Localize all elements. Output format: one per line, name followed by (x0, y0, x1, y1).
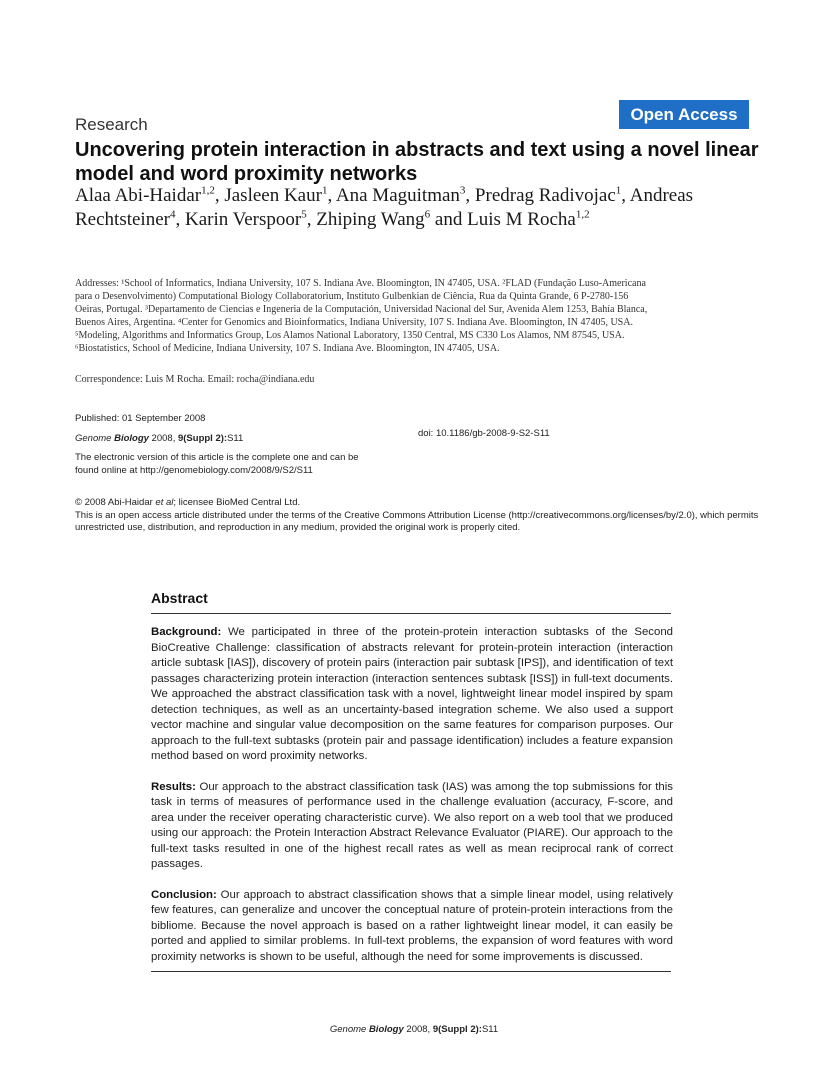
author-name: Alaa Abi-Haidar (75, 185, 202, 206)
published-date: Published: 01 September 2008 (75, 413, 206, 424)
online-version-line: The electronic version of this article is the complete one and can be (75, 452, 359, 463)
author-name: Karin Verspoor (184, 209, 302, 230)
footer-journal: Genome (329, 1024, 367, 1035)
footer-article: S11 (481, 1024, 499, 1035)
citation-journal-bold-text: Biology (114, 432, 149, 444)
author-affiliation: 3 (459, 184, 466, 197)
affiliations (75, 277, 755, 355)
section-label: Research (75, 115, 148, 134)
license-block (75, 497, 760, 535)
doi: doi: 10.1186/gb-2008-9-S2-S11 (418, 428, 550, 439)
affiliation-line: Oeiras, Portugal. ³Departamento de Ciencias e Ingeneria de la Computación, Universidad Nacional del Sur, Avenida Alem 1253, Bahía Blanca, (75, 304, 648, 315)
author-separator: , (327, 185, 336, 206)
abstract-heading: Abstract (151, 590, 208, 606)
copyright-text: © 2008 Abi-Haidar (75, 497, 156, 508)
author-name: Zhiping Wang (316, 209, 425, 230)
citation-volume: 9(Suppl 2): (177, 432, 228, 444)
affiliation-line: ⁶Biostatistics, School of Medicine, Indiana University, 107 S. Indiana Ave. Bloomington, IN 47405, USA. (75, 343, 500, 354)
author-separator: , (621, 185, 630, 206)
author-affiliation: 6 (424, 208, 431, 221)
conclusion-paragraph (151, 888, 673, 966)
affiliation-line: para o Desenvolvimento) Computational Biology Collaboratorium, Instituto Gulbenkian de Ciência, Rua da Quinta Grande, 6 P-2780-156 (75, 291, 629, 302)
citation-article: S11 (227, 432, 244, 444)
footer-year: 2008, (403, 1024, 433, 1035)
affiliation-line: Addresses: ¹School of Informatics, Indiana University, 107 S. Indiana Ave. Bloomington, IN 47405, USA. ²FLAD (Fundação Luso-Americana (75, 278, 646, 289)
author-name: Luis M Rocha (467, 209, 576, 230)
author-affiliation: 1 (321, 184, 328, 197)
footer-journal-bold: Biology (368, 1024, 404, 1035)
affiliation-line: Buenos Aires, Argentina. ⁴Center for Genomics and Bioinformatics, Indiana University, 107 S. Indiana Ave. Bloomington, IN 47405, USA. (75, 317, 633, 328)
conclusion-label: Conclusion: (151, 888, 217, 901)
author-separator: , (306, 209, 317, 230)
author-name: Andreas Rechtsteiner (75, 185, 694, 230)
citation (75, 433, 395, 446)
affiliation-line: ⁵Modeling, Algorithms and Informatics Group, Los Alamos National Laboratory, 1350 Central, MS C330 Los Alamos, NM 87545, USA. (75, 330, 625, 341)
open-access-badge: Open Access (619, 100, 749, 129)
online-version-url: found online at http://genomebiology.com/2008/9/S2/S11 (75, 464, 313, 476)
page-footer (0, 1024, 828, 1035)
conclusion-text: Our approach to abstract classification shows that a simple linear model, using relatively few features, can generalize and uncover the conceptual nature of protein-protein interactions from the bibliome. Because the novel approach is based on a rather lightweight linear model, it can easily be ported and applied to similar problems. In full-text problems, the expansion of word features with word proximity networks is shown to be useful, although the need for some improvements is discussed. (151, 888, 673, 963)
author-separator: , (214, 185, 225, 206)
citation-journal: Genome (75, 432, 112, 444)
citation-year: 2008, (148, 432, 178, 444)
copyright (75, 497, 760, 510)
background-text: We participated in three of the protein-protein interaction subtasks of the Second BioCreative Challenge: classification of abstracts relevant for protein-protein interaction (interaction article subtask [IAS]), discovery of protein pairs (interaction pair subtask [IPS]), and identification of text passages characterizing protein interaction (interaction sentences subtask [ISS]) in full-text documents. We approached the abstract classification task with a novel, lightweight linear model inspired by spam detection techniques, as well as an uncertainty-based integration scheme. We also used a support vector machine and singular value decomposition on the same features for comparison purposes. Our approach to the full-text subtasks (protein pair and passage identification) includes a feature expansion method based on word proximity networks. (151, 626, 673, 762)
author-name: Jasleen Kaur (224, 185, 322, 206)
author-list (75, 184, 765, 232)
author-name: Ana Maguitman (335, 185, 460, 206)
publication-info (75, 413, 395, 477)
footer-volume: 9(Suppl 2): (432, 1024, 482, 1035)
license-text: This is an open access article distributed under the terms of the Creative Commons Attribution License (http://creativecommons.org/licenses/by/2.0), which permits unrestricted use, distribution, and reproduction in any medium, provided the original work is properly cited. (75, 509, 759, 533)
results-label: Results: (151, 780, 196, 793)
correspondence: Correspondence: Luis M Rocha. Email: rocha@indiana.edu (75, 374, 315, 385)
article-title: Uncovering protein interaction in abstracts and text using a novel linear model and word proximity networks (75, 139, 759, 185)
author-separator: , (175, 209, 185, 230)
results-text: Our approach to the abstract classification task (IAS) was among the top submissions for this task in terms of measures of performance used in the challenge evaluation (accuracy, F-score, and area under the receiver operating characteristic curve). We also report on a web tool that we produced using our approach: the Protein Interaction Abstract Relevance Evaluator (PIARE). Our approach to the full-text tasks resulted in one of the highest recall rates as well as mean reciprocal rank of correct passages. (151, 780, 673, 870)
author-affiliation: 4 (169, 208, 176, 221)
abstract-top-rule (151, 613, 671, 614)
abstract-box (151, 590, 673, 972)
results-paragraph (151, 780, 673, 873)
author-separator: and (430, 209, 468, 230)
copyright-etal: et al (155, 497, 174, 508)
copyright-licensee: ; licensee BioMed Central Ltd. (173, 497, 301, 508)
author-affiliation: 1,2 (201, 184, 215, 197)
author-name: Predrag Radivojac (474, 185, 616, 206)
author-affiliation: 1 (615, 184, 622, 197)
abstract-bottom-rule (151, 971, 671, 972)
author-separator: , (465, 185, 475, 206)
author-affiliation: 5 (301, 208, 307, 221)
author-affiliation: 1,2 (575, 208, 590, 221)
background-label: Background: (151, 626, 222, 638)
background-paragraph (151, 625, 673, 765)
